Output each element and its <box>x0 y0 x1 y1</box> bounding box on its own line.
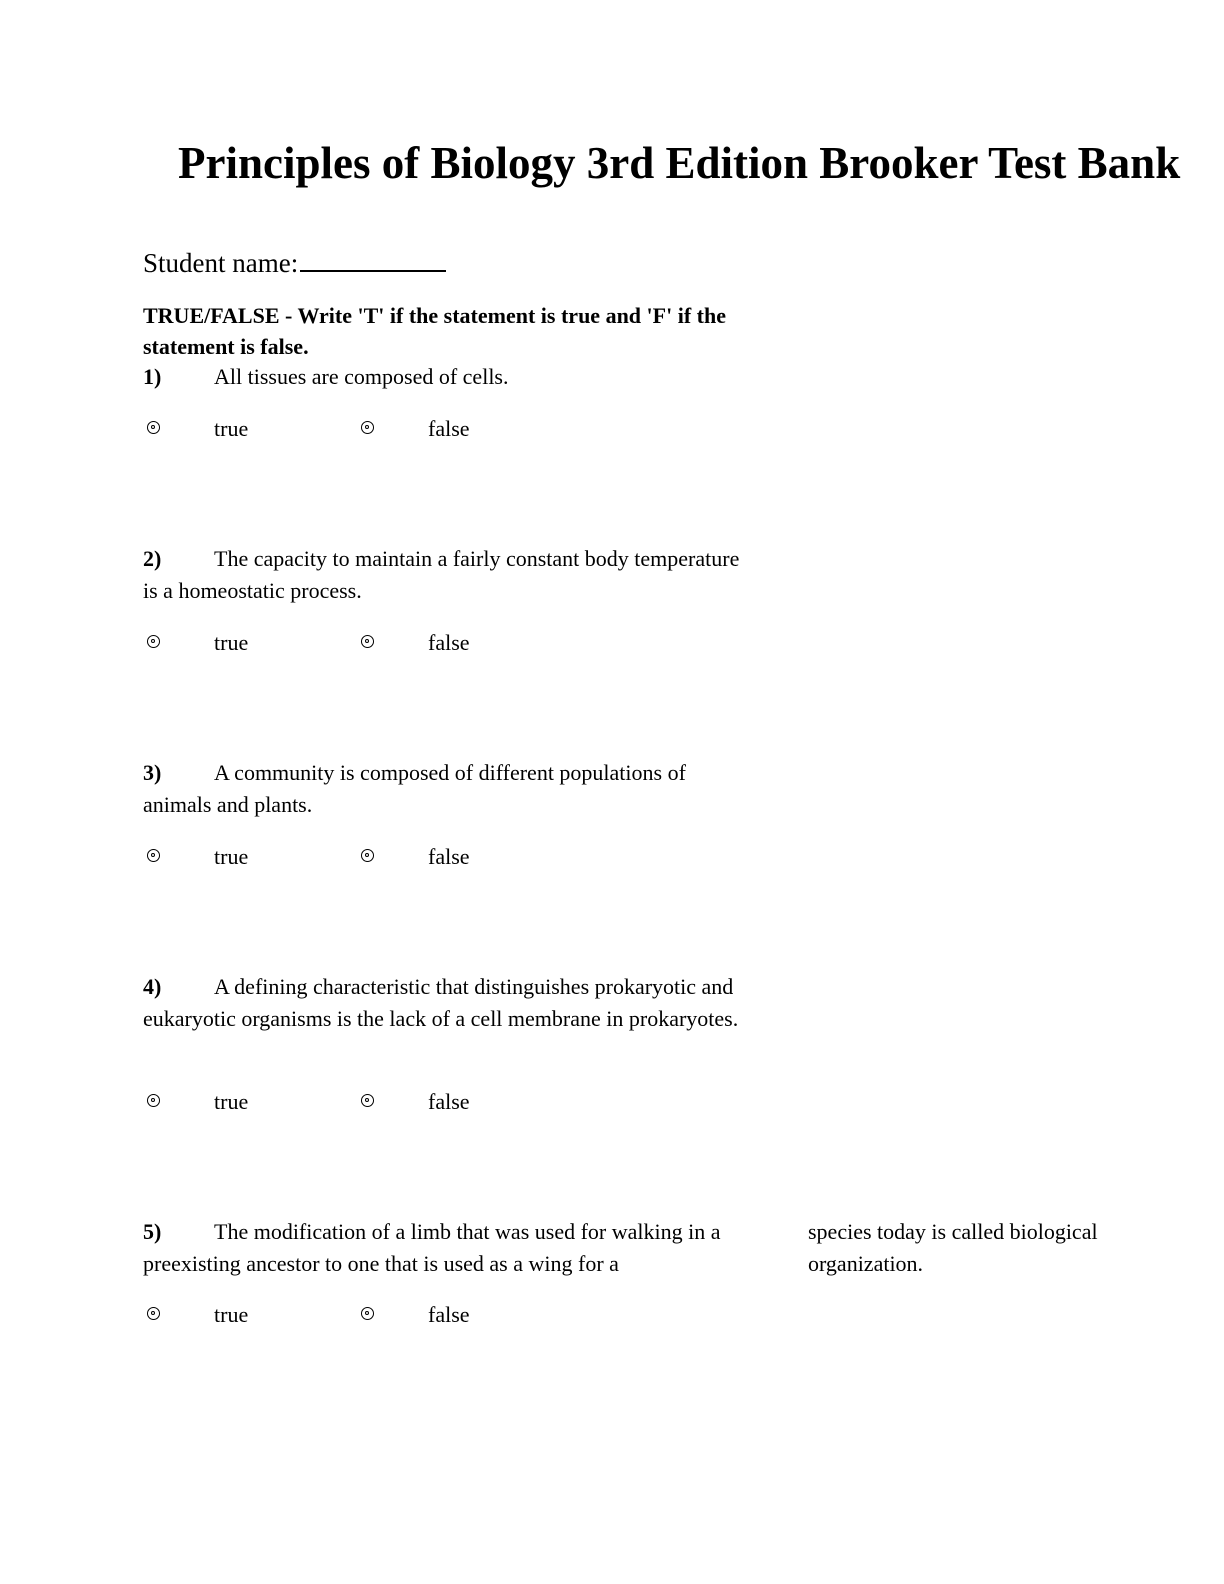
question-4 <box>143 971 753 1034</box>
option-false-label[interactable]: false <box>428 1302 470 1327</box>
question-number: 4) <box>143 974 162 999</box>
option-true-label[interactable]: true <box>214 1302 249 1327</box>
question-5-continuation: species today is called biological organization. <box>808 1219 1098 1276</box>
radio-circle-icon[interactable] <box>361 635 374 648</box>
question-5-options <box>143 1300 543 1330</box>
option-true-label[interactable]: true <box>214 1089 249 1114</box>
option-false-label[interactable]: false <box>428 416 470 441</box>
question-number: 3) <box>143 760 162 785</box>
question-2 <box>143 543 753 606</box>
option-true-label[interactable]: true <box>214 630 249 655</box>
question-3-options <box>143 842 543 872</box>
question-text: A defining characteristic that distinguishes prokaryotic and eukaryotic organisms is the lack of a cell membrane in prokaryotes. <box>143 974 739 1031</box>
student-name-row <box>143 243 446 279</box>
question-3 <box>143 757 753 820</box>
radio-circle-icon[interactable] <box>361 1094 374 1107</box>
instructions: TRUE/FALSE - Write 'T' if the statement is true and 'F' if the statement is false. <box>143 303 726 359</box>
question-number: 1) <box>143 364 162 389</box>
option-true-label[interactable]: true <box>214 416 249 441</box>
radio-circle-icon[interactable] <box>361 1307 374 1320</box>
radio-circle-icon[interactable] <box>147 1094 160 1107</box>
question-2-options <box>143 628 543 658</box>
question-5 <box>143 1216 733 1279</box>
option-true-label[interactable]: true <box>214 844 249 869</box>
question-number: 5) <box>143 1219 162 1244</box>
option-false-label[interactable]: false <box>428 630 470 655</box>
question-4-options <box>143 1087 543 1117</box>
radio-circle-icon[interactable] <box>147 1307 160 1320</box>
student-name-blank[interactable] <box>300 243 446 272</box>
radio-circle-icon[interactable] <box>147 849 160 862</box>
radio-circle-icon[interactable] <box>147 421 160 434</box>
question-text: The capacity to maintain a fairly constant body temperature is a homeostatic process. <box>143 546 740 603</box>
option-false-label[interactable]: false <box>428 1089 470 1114</box>
question-text: All tissues are composed of cells. <box>214 364 509 389</box>
radio-circle-icon[interactable] <box>361 849 374 862</box>
radio-circle-icon[interactable] <box>361 421 374 434</box>
question-1 <box>143 361 753 393</box>
option-false-label[interactable]: false <box>428 844 470 869</box>
question-text: A community is composed of different populations of animals and plants. <box>143 760 686 817</box>
question-text: The modification of a limb that was used for walking in a preexisting ancestor to one that is used as a wing for a <box>143 1219 721 1276</box>
question-number: 2) <box>143 546 162 571</box>
page-title: Principles of Biology 3rd Edition Brooker Test Bank <box>178 138 1181 188</box>
radio-circle-icon[interactable] <box>147 635 160 648</box>
question-1-options <box>143 414 543 444</box>
student-name-label: Student name: <box>143 248 299 278</box>
